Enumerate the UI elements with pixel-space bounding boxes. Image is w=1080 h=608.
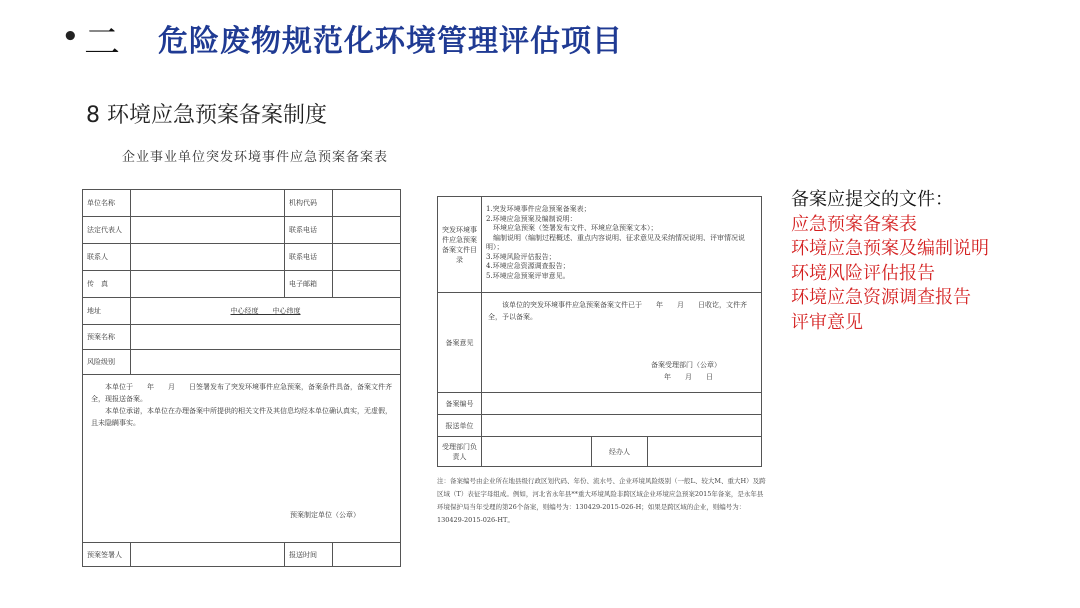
opinion-cell	[482, 293, 762, 393]
address-label: 地址	[83, 298, 131, 325]
contact-phone2-value	[333, 244, 401, 271]
record-no-label: 备案编号	[438, 393, 482, 415]
subtitle: 8 环境应急预案备案制度	[86, 103, 327, 128]
unit-name-value	[131, 190, 285, 217]
submit-unit-label: 报送单位	[438, 415, 482, 437]
files-heading: 备案应提交的文件：	[791, 189, 953, 210]
record-no-value	[482, 393, 762, 415]
legal-rep-label: 法定代表人	[83, 217, 131, 244]
org-code-value	[333, 190, 401, 217]
submit-time-label: 报送时间	[285, 543, 333, 567]
file-item: 应急预案备案表	[791, 213, 917, 235]
dept-head-value	[482, 437, 592, 467]
statement-1: 本单位于 年 月 日签署发布了突发环境事件应急预案，备案条件具备，备案文件齐全，现报送备案。	[91, 383, 392, 403]
org-code-label: 机构代码	[285, 190, 333, 217]
contact-person-label: 联系人	[83, 244, 131, 271]
title-bullet: •	[62, 22, 79, 52]
contact-person-value	[131, 244, 285, 271]
unit-stamp: 预案制定单位（公章）	[290, 511, 360, 519]
risk-level-label: 风险级别	[83, 350, 131, 375]
handler-label: 经办人	[592, 437, 648, 467]
center-coords: 中心经度 中心纬度	[230, 307, 301, 315]
contact-phone-label: 联系电话	[285, 217, 333, 244]
opinion-text: 该单位的突发环境事件应急预案备案文件已于 年 月 日收讫，文件齐全，予以备案。	[488, 301, 747, 321]
signer-value	[131, 543, 285, 567]
dept-head-label: 受理部门负责人	[438, 437, 482, 467]
unit-name-label: 单位名称	[83, 190, 131, 217]
file-item: 环境应急资源调查报告	[791, 287, 971, 308]
statement-cell	[83, 375, 401, 543]
plan-name-label: 预案名称	[83, 325, 131, 350]
submit-time-value	[333, 543, 401, 567]
file-item: 评审意见	[791, 311, 863, 333]
risk-level-value	[131, 350, 401, 375]
page-title: 危险废物规范化环境管理评估项目	[158, 24, 623, 59]
contact-phone2-label: 联系电话	[285, 244, 333, 271]
submit-unit-value	[482, 415, 762, 437]
signer-label: 预案签署人	[83, 543, 131, 567]
fax-value	[131, 271, 285, 298]
statement-2: 本单位承诺，本单位在办理备案中所提供的相关文件及其信息均经本单位确认真实，无虚假，且未隐瞒事实。	[91, 407, 392, 427]
required-files	[791, 188, 989, 335]
plan-name-value	[131, 325, 401, 350]
fax-label: 传 真	[83, 271, 131, 298]
email-value	[333, 271, 401, 298]
handler-value	[648, 437, 762, 467]
doc-dir-content: 1.突发环境事件应急预案备案表； 2.环境应急预案及编制说明： 环境应急预案（签署发布文件、环境应急预案文本）； 编制说明（编制过程概述、重点内容说明、征求意见及采纳情况说明、评审情况说明）； 3.环境风险评估报告； 4.环境应急资源调查报告； 5.环境应急预案评审意见。	[482, 197, 762, 293]
doc-dir-label: 突发环境事件应急预案备案文件目录	[438, 197, 482, 293]
file-item: 环境风险评估报告	[791, 262, 935, 284]
file-item: 环境应急预案及编制说明	[791, 238, 989, 259]
opinion-date: 年 月 日	[664, 373, 714, 381]
email-label: 电子邮箱	[285, 271, 333, 298]
section-number: 二	[84, 22, 121, 63]
opinion-stamp: 备案受理部门（公章）	[651, 361, 722, 369]
opinion-label: 备案意见	[438, 293, 482, 393]
form-title: 企业事业单位突发环境事件应急预案备案表	[122, 150, 389, 165]
form-note: 注：备案编号由企业所在地县级行政区划代码、年份、流水号、企业环境风险级别（一般L、较大M、重大H）及跨区域（T）表征字母组成。例如，河北省永年县**重大环境风险非跨区域企业环境应急预案2015年备案，是永年县环境保护局当年受理的第26个备案，则编号为：130429-2015-026-H；如果是跨区域的企业，则编号为：130429-2015-026-HT。	[437, 477, 766, 524]
filing-receipt-form	[437, 196, 762, 467]
legal-rep-value	[131, 217, 285, 244]
contact-phone-value	[333, 217, 401, 244]
filing-form	[82, 189, 401, 567]
